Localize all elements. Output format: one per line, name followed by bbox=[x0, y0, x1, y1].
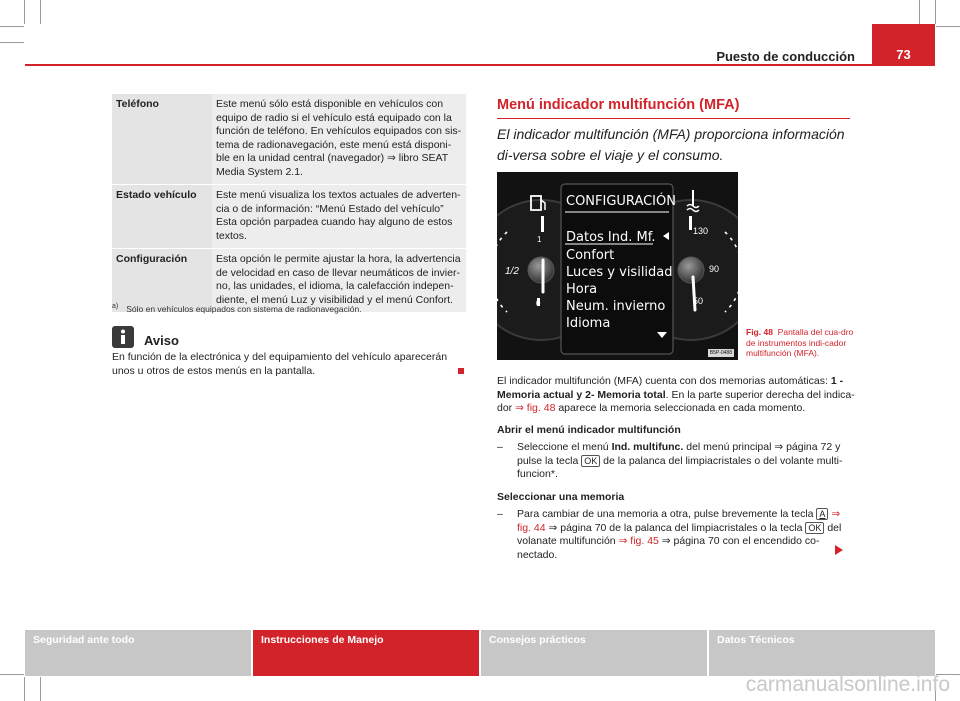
display-menu-item: Idioma bbox=[566, 316, 611, 331]
crop-mark bbox=[936, 26, 960, 27]
text-run: del menú principal ⇒ página 72 y pulse la tecla bbox=[517, 441, 841, 467]
crop-mark bbox=[40, 0, 41, 24]
temperature-gauge-label: 50 bbox=[693, 296, 704, 306]
section-title: Menú indicador multifunción (MFA) bbox=[497, 97, 740, 113]
fuel-gauge-label: 1/2 bbox=[505, 266, 519, 277]
intro-paragraph bbox=[497, 375, 857, 416]
text-run: El indicador multifunción (MFA) cuenta con dos memorias automáticas: bbox=[497, 375, 831, 387]
table-term: Estado vehículo bbox=[112, 185, 212, 249]
step-open-menu bbox=[517, 441, 853, 482]
footnote-mark: a) bbox=[112, 303, 119, 310]
table-description: Esta opción le permite ajustar la hora, la advertencia de velocidad en caso de llevar neumáticos de invier-no, las unidades, el idioma, la calefacción indepen-diente, el menú Luz y visibilidad y el menú Confort. bbox=[212, 249, 466, 313]
crop-mark bbox=[24, 677, 25, 701]
header-rule bbox=[25, 64, 935, 66]
footer-nav bbox=[25, 630, 935, 676]
text-bold: Ind. multifunc. bbox=[611, 441, 684, 453]
text-run: ⇒ página 70 con el encendido co-nectado. bbox=[517, 535, 820, 561]
aviso-title: Aviso bbox=[144, 333, 179, 348]
info-i-glyph-icon bbox=[112, 326, 134, 348]
display-menu-item: Neum. invierno bbox=[566, 299, 666, 314]
table-footnote bbox=[112, 303, 362, 314]
section-header-title: Puesto de conducción bbox=[716, 49, 855, 64]
crop-mark bbox=[935, 0, 936, 24]
page-number: 73 bbox=[896, 47, 911, 62]
display-menu-item: Datos Ind. Mf. bbox=[566, 230, 656, 245]
text-run: ⇒ página 70 de la palanca del limpiacristales o la tecla bbox=[545, 521, 806, 534]
section-rule bbox=[497, 118, 850, 119]
figure-code: B5P-0488 bbox=[709, 350, 732, 356]
crop-mark bbox=[0, 26, 24, 27]
fuel-gauge-label: 0 bbox=[536, 299, 541, 308]
table-description: Este menú visualiza los textos actuales de adverten-cia o de información: “Menú Estado del vehículo” Esta opción parpadea cuando hay alguno de estos textos. bbox=[212, 185, 466, 249]
crop-mark bbox=[919, 0, 920, 24]
info-note-icon bbox=[112, 326, 134, 348]
watermark: carmanualsonline.info bbox=[745, 673, 950, 696]
text-bold: 1 - Memoria actual y 2- Memoria total bbox=[497, 375, 844, 401]
text-run: de la palanca del limpiacristales o del volante multi-funcion*. bbox=[517, 454, 843, 480]
a-key: A bbox=[816, 508, 828, 520]
ok-key: OK bbox=[805, 522, 824, 534]
text-run: Seleccione el menú bbox=[517, 441, 612, 453]
footer-tab-instrucciones[interactable]: Instrucciones de Manejo bbox=[253, 630, 481, 676]
figure-reference-link[interactable]: ⇒ fig. 48 bbox=[515, 402, 556, 414]
instrument-cluster-figure bbox=[497, 172, 738, 360]
subheading-select-memory: Seleccionar una memoria bbox=[497, 491, 625, 503]
text-run: . En la parte superior derecha del indica-dor bbox=[497, 388, 855, 414]
display-menu-item: Confort bbox=[566, 248, 615, 263]
crop-mark bbox=[0, 42, 24, 43]
figure-caption bbox=[746, 327, 858, 359]
table-row bbox=[112, 185, 466, 249]
section-end-mark bbox=[458, 368, 464, 374]
figure-reference-link[interactable]: ⇒ fig. 44 bbox=[517, 508, 841, 534]
temperature-gauge-label: 90 bbox=[709, 264, 720, 274]
continue-arrow-icon bbox=[835, 545, 843, 555]
crop-mark bbox=[40, 677, 41, 701]
instrument-cluster-illustration bbox=[497, 172, 738, 360]
text-run: del volanate multifunción bbox=[517, 521, 842, 547]
display-menu-item: Luces y visilidad bbox=[566, 265, 673, 280]
table-term: Teléfono bbox=[112, 94, 212, 185]
crop-mark bbox=[24, 0, 25, 24]
ok-key: OK bbox=[581, 455, 600, 467]
list-dash: – bbox=[497, 508, 503, 520]
menu-definition-table bbox=[112, 94, 466, 313]
table-description: Este menú sólo está disponible en vehículos con equipo de radio si el vehículo está equipado con la función de teléfono. En vehículos equipados con sis-tema de radionavegación, este menú está disponi-ble en la unidad central (navegador) ⇒ libro SEAT Media System 2.1. bbox=[212, 94, 466, 185]
text-run: Para cambiar de una memoria a otra, pulse brevemente la tecla bbox=[517, 508, 817, 520]
crop-mark bbox=[0, 674, 24, 675]
table-row bbox=[112, 94, 466, 185]
fuel-gauge-label: 1 bbox=[537, 235, 542, 244]
footer-tab-consejos[interactable]: Consejos prácticos bbox=[481, 630, 709, 676]
page-number-tab bbox=[872, 24, 935, 66]
table-term: Configuración bbox=[112, 249, 212, 313]
display-title: CONFIGURACIÓN bbox=[566, 194, 676, 209]
footnote-text: Sólo en vehículos equipados con sistema de radionavegación. bbox=[126, 303, 362, 314]
list-dash: – bbox=[497, 441, 503, 453]
figure-reference-link[interactable]: ⇒ fig. 45 bbox=[618, 535, 659, 547]
text-run: aparece la memoria seleccionada en cada momento. bbox=[555, 402, 806, 414]
subheading-open-menu: Abrir el menú indicador multifunción bbox=[497, 424, 681, 436]
section-lead: El indicador multifunción (MFA) proporciona información di-versa sobre el viaje y el consumo. bbox=[497, 126, 845, 163]
temperature-gauge-label: 130 bbox=[693, 226, 709, 236]
aviso-text: En función de la electrónica y del equipamiento del vehículo aparecerán unos u otros de estos menús en la pantalla. bbox=[112, 351, 448, 377]
step-select-memory bbox=[517, 508, 853, 562]
display-menu-item: Hora bbox=[566, 282, 598, 297]
figure-label: Fig. 48 bbox=[746, 327, 773, 337]
figure-caption-text: Pantalla del cua-dro de instrumentos indi-cador multifunción (MFA). bbox=[746, 327, 854, 358]
footer-tab-datos[interactable]: Datos Técnicos bbox=[709, 630, 935, 676]
footer-tab-seguridad[interactable]: Seguridad ante todo bbox=[25, 630, 253, 676]
